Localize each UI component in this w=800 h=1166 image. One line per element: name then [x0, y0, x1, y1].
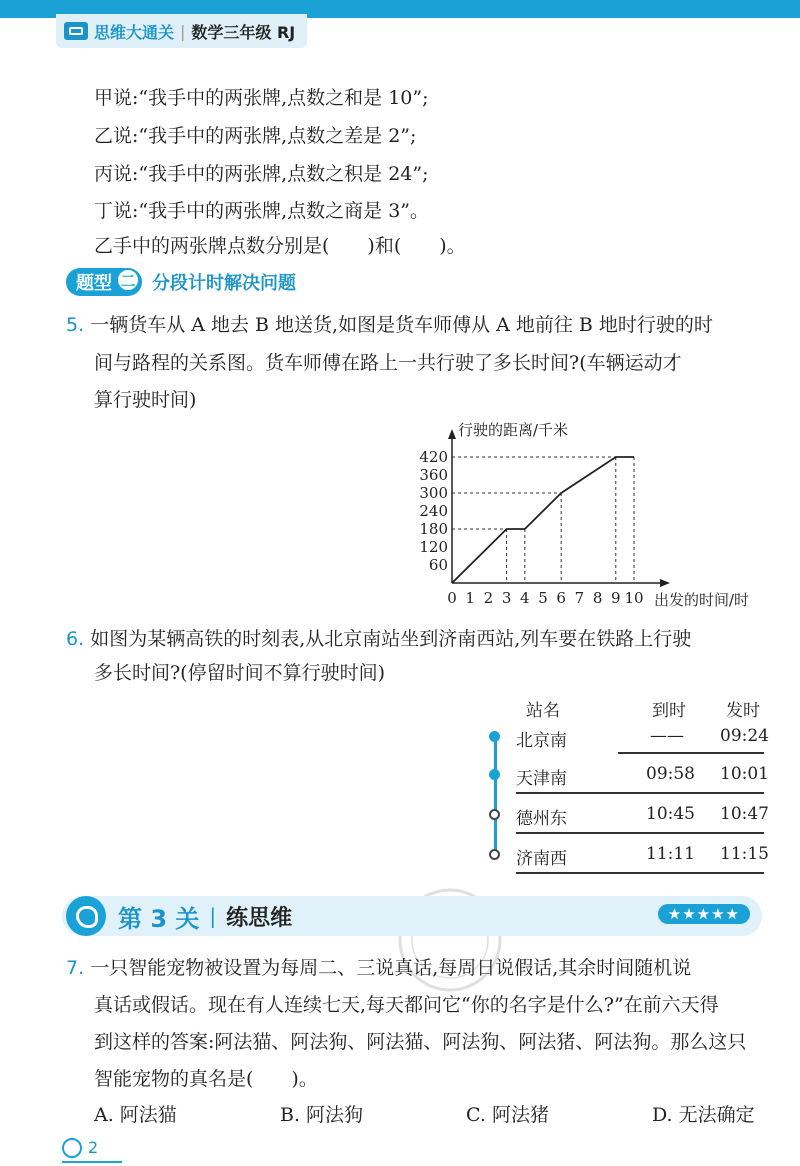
tt-row-rule: [618, 752, 764, 754]
level-separator: |: [209, 904, 217, 928]
tt-depart: 09:24: [720, 726, 769, 746]
tt-header-station: 站名: [526, 701, 560, 721]
x-tick-label: 4: [520, 589, 530, 607]
q7-text-line-3: 到这样的答案:阿法猫、阿法狗、阿法猫、阿法狗、阿法猪、阿法狗。那么这只: [94, 1031, 747, 1053]
x-tick-label: 9: [611, 589, 621, 607]
train-timetable: [480, 690, 770, 880]
q6-text-line-1: 如图为某辆高铁的时刻表,从北京南站坐到济南西站,列车要在铁路上行驶: [90, 628, 692, 650]
distance-time-chart: [400, 415, 780, 615]
y-tick-label: 420: [419, 448, 448, 466]
station-marker-hollow: [489, 809, 500, 820]
tt-station: 北京南: [516, 731, 567, 751]
type-section-heading: [66, 268, 296, 296]
q7-number: 7.: [66, 957, 85, 979]
q4-statement-bing: 丙说:“我手中的两张牌,点数之积是 24”;: [94, 163, 429, 185]
tt-depart: 10:01: [720, 764, 769, 784]
tt-arrive: 09:58: [646, 764, 695, 784]
y-tick-label: 60: [428, 556, 448, 574]
tt-depart: 10:47: [720, 804, 769, 824]
x-axis-arrow: [660, 579, 670, 587]
type-label: 题型: [76, 273, 112, 294]
q6-first-line: [66, 626, 691, 652]
y-tick-label: 120: [419, 538, 448, 556]
station-marker-hollow: [489, 849, 500, 860]
q5-text-line-3: 算行驶时间): [94, 389, 197, 411]
q5-first-line: [66, 312, 713, 338]
q7-text-line-2: 真话或假话。现在有人连续七天,每天都问它“你的名字是什么?”在前六天得: [94, 994, 719, 1016]
subject-label: 数学三年级 RJ: [191, 22, 296, 42]
q5-text-line-1: 一辆货车从 A 地去 B 地送货,如图是货车师傅从 A 地前往 B 地时行驶的时: [90, 314, 713, 336]
tt-arrive: 11:11: [646, 844, 695, 864]
q7-text-line-4: 智能宠物的真名是( )。: [94, 1068, 318, 1090]
tt-row-rule: [516, 832, 764, 834]
q7-option-d: D. 无法确定: [652, 1104, 755, 1126]
x-tick-label: 8: [592, 589, 603, 607]
book-icon: [64, 22, 88, 40]
q6-number: 6.: [66, 628, 85, 650]
page-number: 2: [88, 1138, 99, 1157]
station-marker-filled: [489, 731, 500, 742]
level-title: 第 3 关: [118, 904, 200, 933]
q4-statement-ding: 丁说:“我手中的两张牌,点数之商是 3”。: [94, 200, 429, 222]
tt-arrive: ——: [650, 726, 684, 746]
q7-option-c: C. 阿法猪: [466, 1104, 549, 1126]
tt-row-rule: [516, 872, 764, 874]
header-tab: [56, 14, 307, 48]
y-tick-label: 180: [419, 520, 448, 538]
q4-answer-prompt: 乙手中的两张牌点数分别是( )和( )。: [94, 235, 466, 257]
q7-first-line: [66, 955, 691, 981]
header-separator: |: [180, 21, 186, 41]
x-tick-label: 5: [538, 589, 548, 607]
brain-icon: [66, 896, 106, 936]
q7-option-b: B. 阿法狗: [280, 1104, 364, 1126]
difficulty-stars: ★★★★★: [658, 904, 750, 924]
tt-arrive: 10:45: [646, 804, 695, 824]
tt-row-rule: [516, 792, 764, 794]
y-tick-label: 300: [419, 484, 448, 502]
x-tick-label: 1: [465, 589, 475, 607]
q7-text-line-1: 一只智能宠物被设置为每周二、三说真话,每周日说假话,其余时间随机说: [90, 957, 692, 979]
x-tick-label: 10: [624, 589, 644, 607]
y-tick-label: 360: [419, 466, 448, 484]
x-tick-label: 0: [447, 589, 457, 607]
x-tick-label: 2: [483, 589, 494, 607]
type-section-title: 分段计时解决问题: [152, 273, 296, 294]
sun-icon: [62, 1138, 82, 1158]
x-tick-label: 3: [501, 589, 512, 607]
tt-depart: 11:15: [720, 844, 769, 864]
tt-station: 济南西: [516, 849, 567, 869]
route-line: [494, 736, 497, 858]
tt-header-depart: 发时: [726, 701, 760, 721]
x-tick-label: 7: [574, 589, 585, 607]
q7-option-a: A. 阿法猫: [94, 1104, 177, 1126]
tt-header-arrive: 到时: [652, 701, 686, 721]
y-axis-label: 行驶的距离/千米: [458, 421, 569, 439]
series-title: 思维大通关: [94, 22, 175, 42]
y-axis-arrow: [448, 429, 456, 439]
station-marker-filled: [489, 769, 500, 780]
tt-station: 天津南: [516, 769, 567, 789]
q4-statement-yi: 乙说:“我手中的两张牌,点数之差是 2”;: [94, 125, 417, 147]
q4-statement-jia: 甲说:“我手中的两张牌,点数之和是 10”;: [94, 87, 429, 109]
footer-rule: [62, 1161, 122, 1163]
q6-text-line-2: 多长时间?(停留时间不算行驶时间): [94, 662, 386, 684]
type-pill: [66, 268, 142, 296]
q5-number: 5.: [66, 314, 85, 336]
x-axis-label: 出发的时间/时: [654, 591, 750, 609]
type-number-badge: 二: [116, 268, 140, 292]
x-tick-label: 6: [556, 589, 566, 607]
level-banner: [62, 896, 762, 936]
tt-station: 德州东: [516, 809, 567, 829]
level-subtitle: 练思维: [226, 905, 293, 931]
series-line: [452, 457, 634, 583]
y-tick-label: 240: [419, 502, 448, 520]
q5-text-line-2: 间与路程的关系图。货车师傅在路上一共行驶了多长时间?(车辆运动才: [94, 352, 682, 374]
